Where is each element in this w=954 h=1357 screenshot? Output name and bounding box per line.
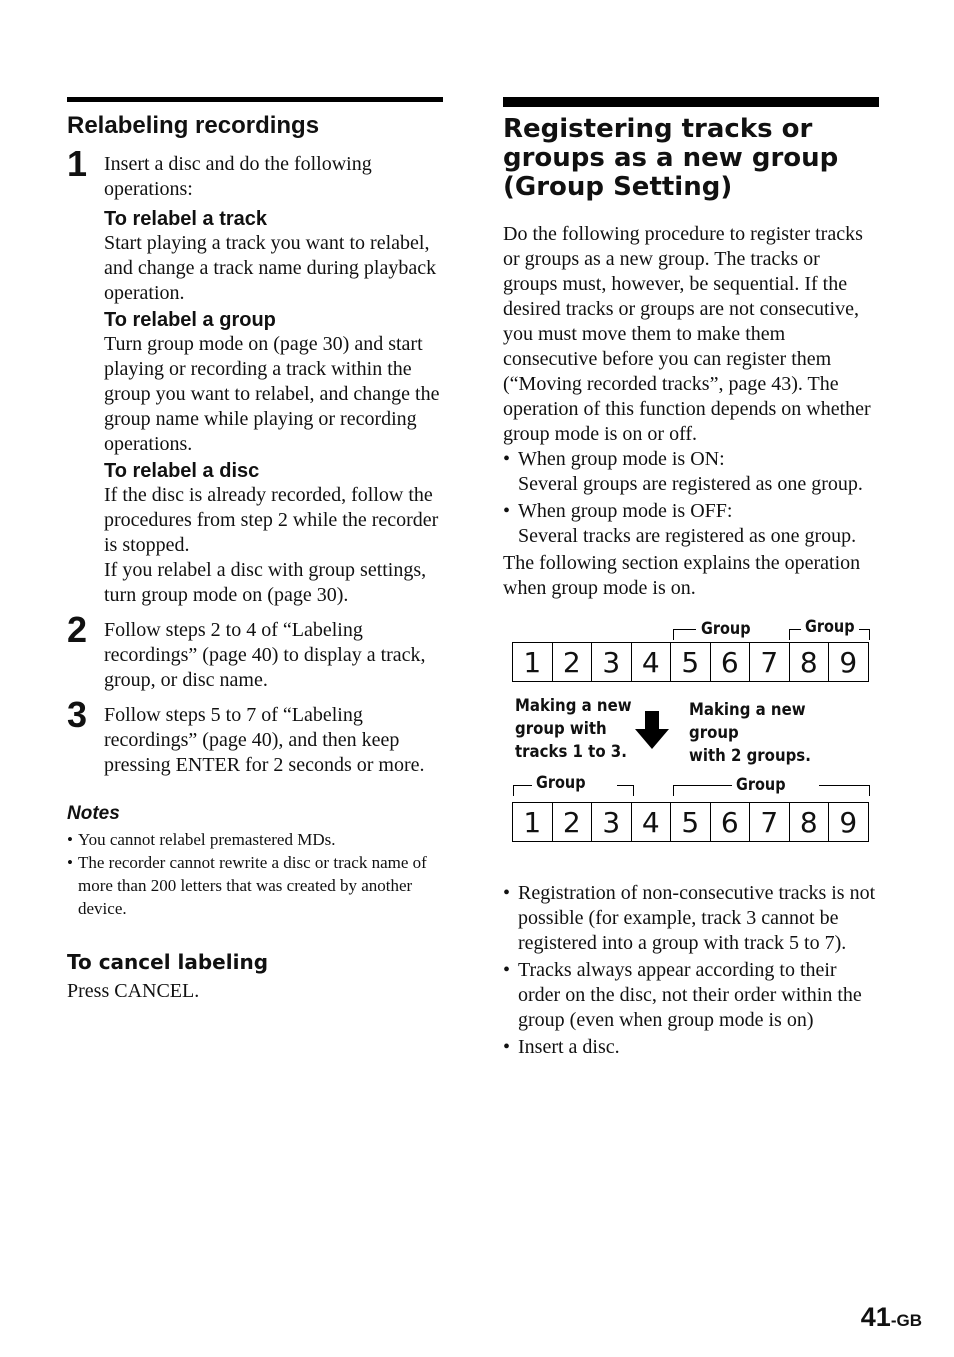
mode-bullet-off bbox=[503, 499, 879, 549]
step-2 bbox=[67, 609, 443, 693]
heading-line: Registering tracks or bbox=[503, 114, 813, 144]
page-number bbox=[861, 1302, 922, 1333]
step-1 bbox=[67, 143, 443, 608]
sub-text-disc: If the disc is already recorded, follow the procedures from step 2 while the recorder is stopped. bbox=[104, 484, 439, 556]
heading-line: (Group Setting) bbox=[503, 172, 733, 202]
group-setting-heading bbox=[503, 115, 879, 202]
track-cell: 2 bbox=[552, 802, 593, 842]
track-cell: 7 bbox=[749, 642, 790, 682]
track-cell: 8 bbox=[789, 642, 830, 682]
caption-line: Making a new group bbox=[689, 700, 806, 743]
page-number-value: 41 bbox=[860, 1302, 891, 1332]
track-cell: 6 bbox=[710, 802, 751, 842]
section-rule bbox=[503, 97, 879, 107]
track-cell: 7 bbox=[749, 802, 790, 842]
step-text: Insert a disc and do the following operations: bbox=[104, 153, 372, 200]
track-row-top bbox=[513, 642, 869, 682]
bullet-line: Several tracks are registered as one group. bbox=[518, 525, 857, 547]
bullet-item: • Registration of non-consecutive tracks is not possible (for example, track 3 cannot be registered into a group with track 5 to 7). bbox=[503, 881, 879, 956]
bullet-item: • Tracks always appear according to their order on the disc, not their order within the group (even when group mode is on) bbox=[503, 958, 879, 1033]
group-label: Group bbox=[805, 617, 855, 637]
track-cell: 5 bbox=[670, 802, 711, 842]
group-bracket-right bbox=[617, 785, 634, 796]
track-cell: 4 bbox=[631, 642, 672, 682]
caption-line: Making a new bbox=[515, 696, 632, 716]
group-bracket-mid bbox=[789, 629, 801, 640]
track-cell: 3 bbox=[591, 802, 632, 842]
group-bracket-right2 bbox=[859, 629, 870, 640]
track-cell: 2 bbox=[552, 642, 593, 682]
page-suffix: -GB bbox=[890, 1311, 922, 1330]
track-cell: 9 bbox=[828, 642, 869, 682]
group-bracket-left bbox=[673, 785, 732, 796]
intro-paragraph: Do the following procedure to register tracks or groups as a new group. The tracks or groups must, however, be sequential. If the desired tracks or groups are not consecutive, you must move them to make them consecutive before you can register them (“Moving recorded tracks”, page 43). The operation of this function depends on whether group mode is on or off. bbox=[503, 223, 871, 445]
group-label: Group bbox=[701, 619, 751, 639]
relabeling-heading: Relabeling recordings bbox=[67, 112, 320, 139]
caption-line: group with bbox=[515, 719, 607, 739]
group-label: Group bbox=[736, 775, 786, 795]
bullet-line: Several groups are registered as one group. bbox=[518, 473, 863, 495]
track-cell: 9 bbox=[828, 802, 869, 842]
sub-text-track: Start playing a track you want to relabel, and change a track name during playback operation. bbox=[104, 232, 437, 304]
sub-heading-group: To relabel a group bbox=[104, 309, 276, 331]
note-item: • You cannot relabel premastered MDs. bbox=[67, 828, 443, 851]
step-number: 1 bbox=[67, 143, 88, 184]
track-cell: 1 bbox=[512, 642, 553, 682]
step-number: 3 bbox=[67, 694, 88, 735]
right-column bbox=[503, 97, 879, 1060]
sub-heading-track: To relabel a track bbox=[104, 208, 268, 230]
mode-bullet-on bbox=[503, 447, 879, 497]
group-bracket-left bbox=[673, 629, 696, 640]
group-bracket-left bbox=[513, 785, 532, 796]
track-cell: 3 bbox=[591, 642, 632, 682]
track-cell: 1 bbox=[512, 802, 553, 842]
track-cell: 4 bbox=[631, 802, 672, 842]
sub-text-group: Turn group mode on (page 30) and start playing or recording a track within the group you want to relabel, and change the group name while playing or recording operations. bbox=[104, 333, 440, 455]
right-caption bbox=[689, 699, 856, 768]
group-diagram bbox=[503, 619, 879, 859]
track-cell: 8 bbox=[789, 802, 830, 842]
caption-line: tracks 1 to 3. bbox=[515, 742, 627, 762]
bullet-line: • When group mode is OFF: bbox=[518, 500, 733, 522]
step-text: Follow steps 5 to 7 of “Labeling recordings” (page 40), and then keep pressing ENTER for 2 seconds or more. bbox=[104, 704, 425, 776]
cancel-heading: To cancel labeling bbox=[67, 950, 269, 974]
step-3 bbox=[67, 694, 443, 778]
notes-heading: Notes bbox=[67, 803, 120, 824]
down-arrow-icon bbox=[635, 711, 669, 749]
left-column bbox=[67, 97, 443, 1004]
group-label: Group bbox=[536, 773, 586, 793]
cancel-text: Press CANCEL. bbox=[67, 980, 200, 1002]
step-text: Follow steps 2 to 4 of “Labeling recordings” (page 40) to display a track, group, or disc name. bbox=[104, 619, 426, 691]
step-number: 2 bbox=[67, 609, 88, 650]
section-rule bbox=[67, 97, 443, 102]
note-item: • The recorder cannot rewrite a disc or track name of more than 200 letters that was created by another device. bbox=[67, 851, 443, 920]
sub-heading-disc: To relabel a disc bbox=[104, 460, 260, 482]
left-caption bbox=[515, 695, 632, 764]
track-cell: 5 bbox=[670, 642, 711, 682]
bullet-item: • Insert a disc. bbox=[503, 1035, 879, 1060]
track-row-bottom bbox=[513, 802, 869, 842]
bullet-line: • When group mode is ON: bbox=[518, 448, 725, 470]
track-cell: 6 bbox=[710, 642, 751, 682]
sub-text-disc-2: If you relabel a disc with group settings, turn group mode on (page 30). bbox=[104, 559, 427, 606]
explain-paragraph: The following section explains the operation when group mode is on. bbox=[503, 552, 861, 599]
group-bracket-right bbox=[819, 785, 870, 796]
caption-line: with 2 groups. bbox=[689, 746, 811, 766]
heading-line: groups as a new group bbox=[503, 143, 839, 173]
